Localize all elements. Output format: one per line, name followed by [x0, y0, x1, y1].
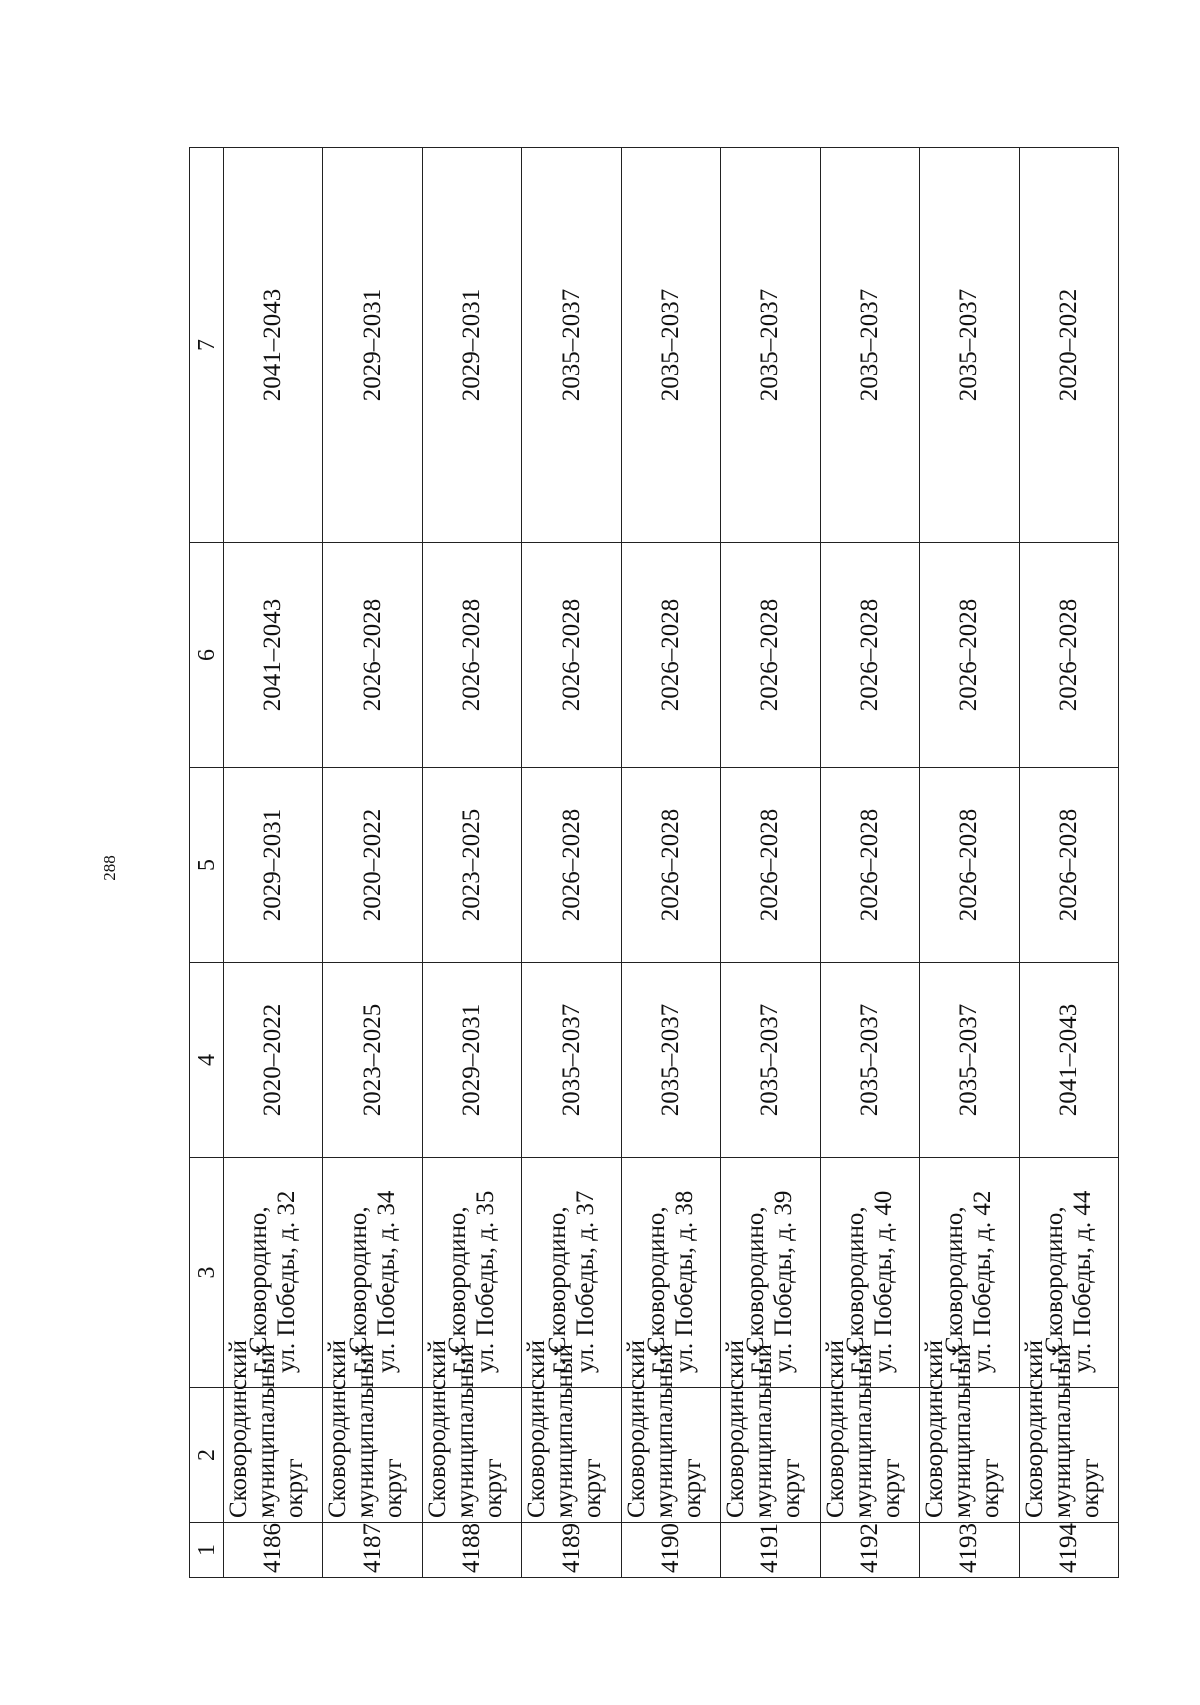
address-line: ул. Победы, д. 34 [372, 1190, 400, 1373]
period-cell-col6: 2026–2028 [920, 543, 1019, 768]
address-line: г. Сковородино, [444, 1206, 472, 1373]
period-cell-col6: 2026–2028 [721, 543, 820, 768]
rotated-table-container [189, 148, 1119, 1578]
district-cell [721, 1340, 820, 1523]
row-number-cell: 4186 [224, 1523, 323, 1578]
row-number-cell: 4189 [522, 1523, 621, 1578]
header-cell: 5 [190, 768, 224, 963]
period-cell-col7: 2035–2037 [721, 148, 820, 543]
district-line: округ [380, 1458, 408, 1518]
district-line: Сковородинский [225, 1340, 252, 1518]
district-line: Сковородинский [821, 1340, 849, 1518]
district-line: муниципальный [352, 1344, 380, 1518]
period-cell-col4: 2041–2043 [1019, 963, 1119, 1158]
period-cell-col7: 2029–2031 [422, 148, 521, 543]
address-line: г. Сковородино, [543, 1206, 571, 1373]
address-line: ул. Победы, д. 42 [969, 1190, 997, 1373]
row-number-cell: 4190 [621, 1523, 720, 1578]
row-number-cell: 4188 [422, 1523, 521, 1578]
district-line: округ [281, 1458, 308, 1518]
district-cell [1019, 1340, 1119, 1523]
address-line: г. Сковородино, [344, 1206, 372, 1373]
period-cell-col6: 2041–2043 [224, 543, 323, 768]
row-number-cell: 4192 [820, 1523, 919, 1578]
district-line: округ [1076, 1458, 1104, 1518]
table-row [820, 148, 919, 1578]
address-line: г. Сковородино, [642, 1206, 670, 1373]
district-line: округ [877, 1458, 905, 1518]
district-cell [522, 1340, 621, 1523]
table-row [920, 148, 1019, 1578]
period-cell-col4: 2020–2022 [224, 963, 323, 1158]
district-line: муниципальный [949, 1344, 977, 1518]
header-cell: 6 [190, 543, 224, 768]
district-line: муниципальный [1048, 1344, 1076, 1518]
district-line: муниципальный [750, 1344, 778, 1518]
period-cell-col7: 2035–2037 [522, 148, 621, 543]
table-row [621, 148, 720, 1578]
header-cell: 4 [190, 963, 224, 1158]
header-cell: 2 [190, 1388, 224, 1523]
period-cell-col4: 2035–2037 [820, 963, 919, 1158]
period-cell-col5: 2020–2022 [323, 768, 422, 963]
period-cell-col4: 2029–2031 [422, 963, 521, 1158]
address-line: ул. Победы, д. 37 [571, 1190, 599, 1373]
district-cell [621, 1340, 720, 1523]
address-line: ул. Победы, д. 44 [1068, 1190, 1096, 1373]
table-row [224, 148, 323, 1578]
district-line: округ [678, 1458, 706, 1518]
period-cell-col6: 2026–2028 [1019, 543, 1119, 768]
period-cell-col4: 2035–2037 [721, 963, 820, 1158]
period-cell-col4: 2023–2025 [323, 963, 422, 1158]
period-cell-col5: 2023–2025 [422, 768, 521, 963]
row-number-cell: 4191 [721, 1523, 820, 1578]
address-line: г. Сковородино, [742, 1206, 770, 1373]
table-row [1019, 148, 1119, 1578]
district-line: муниципальный [451, 1344, 479, 1518]
period-cell-col4: 2035–2037 [621, 963, 720, 1158]
district-line: Сковородинский [722, 1340, 750, 1518]
district-cell [422, 1340, 521, 1523]
table-row [721, 148, 820, 1578]
row-number-cell: 4194 [1019, 1523, 1119, 1578]
period-cell-col4: 2035–2037 [522, 963, 621, 1158]
table-row [422, 148, 521, 1578]
district-line: округ [579, 1458, 607, 1518]
period-cell-col7: 2041–2043 [224, 148, 323, 543]
period-cell-col6: 2026–2028 [820, 543, 919, 768]
period-cell-col7: 2035–2037 [621, 148, 720, 543]
district-cell [920, 1340, 1019, 1523]
period-cell-col5: 2026–2028 [721, 768, 820, 963]
district-line: муниципальный [650, 1344, 678, 1518]
district-line: округ [479, 1458, 507, 1518]
period-cell-col7: 2035–2037 [920, 148, 1019, 543]
address-line: ул. Победы, д. 32 [273, 1190, 301, 1373]
period-cell-col6: 2026–2028 [323, 543, 422, 768]
table-row [522, 148, 621, 1578]
period-cell-col6: 2026–2028 [422, 543, 521, 768]
period-cell-col5: 2029–2031 [224, 768, 323, 963]
address-line: г. Сковородино, [1040, 1206, 1068, 1373]
period-cell-col5: 2026–2028 [920, 768, 1019, 963]
period-cell-col5: 2026–2028 [621, 768, 720, 963]
district-line: муниципальный [849, 1344, 877, 1518]
district-cell [323, 1340, 422, 1523]
period-cell-col6: 2026–2028 [522, 543, 621, 768]
district-cell [820, 1340, 919, 1523]
period-cell-col5: 2026–2028 [820, 768, 919, 963]
district-line: округ [778, 1458, 806, 1518]
address-line: г. Сковородино, [245, 1206, 273, 1373]
district-line: муниципальный [253, 1344, 280, 1518]
district-line: Сковородинский [523, 1340, 551, 1518]
district-line: муниципальный [551, 1344, 579, 1518]
district-line: Сковородинский [622, 1340, 650, 1518]
period-cell-col7: 2020–2022 [1019, 148, 1119, 543]
district-line: Сковородинский [1020, 1340, 1048, 1518]
address-line: ул. Победы, д. 39 [770, 1190, 798, 1373]
district-line: округ [977, 1458, 1005, 1518]
district-line: Сковородинский [423, 1340, 451, 1518]
header-cell: 7 [190, 148, 224, 543]
page-number: 288 [100, 855, 119, 881]
period-cell-col4: 2035–2037 [920, 963, 1019, 1158]
district-line: Сковородинский [324, 1340, 352, 1518]
period-cell-col5: 2026–2028 [1019, 768, 1119, 963]
period-cell-col5: 2026–2028 [522, 768, 621, 963]
row-number-cell: 4193 [920, 1523, 1019, 1578]
period-cell-col7: 2035–2037 [820, 148, 919, 543]
schedule-table [189, 147, 1119, 1578]
address-line: ул. Победы, д. 40 [869, 1190, 897, 1373]
header-cell: 3 [190, 1158, 224, 1388]
period-cell-col7: 2029–2031 [323, 148, 422, 543]
address-line: г. Сковородино, [841, 1206, 869, 1373]
period-cell-col6: 2026–2028 [621, 543, 720, 768]
address-line: ул. Победы, д. 35 [472, 1190, 500, 1373]
address-line: г. Сковородино, [941, 1206, 969, 1373]
table-body [224, 148, 1119, 1578]
address-line: ул. Победы, д. 38 [670, 1190, 698, 1373]
header-row [190, 148, 224, 1578]
row-number-cell: 4187 [323, 1523, 422, 1578]
district-cell [224, 1340, 323, 1523]
district-line: Сковородинский [921, 1340, 949, 1518]
table-row [323, 148, 422, 1578]
header-cell: 1 [190, 1523, 224, 1578]
